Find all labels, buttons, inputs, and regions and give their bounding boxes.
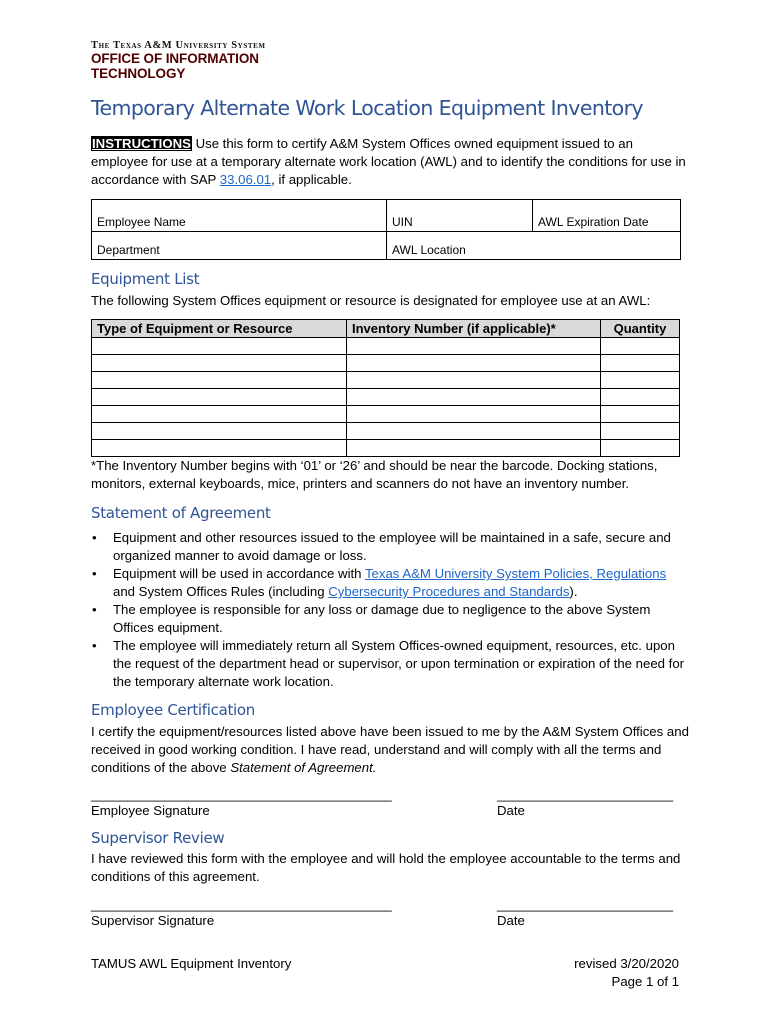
agreement-heading: Statement of Agreement <box>91 504 271 522</box>
equipment-table <box>91 319 680 457</box>
table-row <box>92 423 680 440</box>
quantity-cell[interactable] <box>601 423 680 440</box>
type-cell[interactable] <box>92 355 347 372</box>
employee-signature-line[interactable]: _________________________________________ <box>91 787 392 802</box>
instructions-paragraph <box>91 135 691 189</box>
list-item <box>91 529 691 565</box>
column-header-type: Type of Equipment or Resource <box>92 320 347 338</box>
type-cell[interactable] <box>92 423 347 440</box>
employee-signature-label: Employee Signature <box>91 803 210 818</box>
list-item <box>91 601 691 637</box>
agreement-item-4: The employee will immediately return all System Offices-owned equipment, resources, etc. upon the request of the department head or supervisor, or upon termination or expiration of the need for the temporary alternate work location. <box>113 638 685 689</box>
department-label: Department <box>97 243 160 257</box>
awl-expiration-field[interactable] <box>533 200 681 232</box>
office-line-1: OFFICE OF INFORMATION <box>91 51 259 66</box>
inventory-cell[interactable] <box>347 338 601 355</box>
agreement-list <box>91 529 691 691</box>
quantity-cell[interactable] <box>601 389 680 406</box>
supervisor-heading: Supervisor Review <box>91 829 225 847</box>
bullet-icon: • <box>92 530 97 545</box>
sap-link[interactable]: 33.06.01 <box>219 172 272 187</box>
page-title: Temporary Alternate Work Location Equipment Inventory <box>91 96 643 120</box>
inventory-cell[interactable] <box>347 389 601 406</box>
table-row <box>92 389 680 406</box>
revised-date: revised 3/20/2020 <box>574 956 679 971</box>
agreement-item-2-text-3: ). <box>569 584 578 599</box>
supervisor-date-label: Date <box>497 913 525 928</box>
table-row <box>92 355 680 372</box>
type-cell[interactable] <box>92 406 347 423</box>
uin-field[interactable] <box>387 200 533 232</box>
inventory-cell[interactable] <box>347 406 601 423</box>
employee-name-label: Employee Name <box>97 215 186 229</box>
employee-info-table <box>91 199 681 260</box>
awl-expiration-label: AWL Expiration Date <box>538 215 649 229</box>
certification-heading: Employee Certification <box>91 701 255 719</box>
supervisor-text: I have reviewed this form with the employee and will hold the employee accountable to the terms and conditions of this agreement. <box>91 851 681 884</box>
inventory-cell[interactable] <box>347 440 601 457</box>
system-name-logo: The Texas A&M University System <box>91 40 266 51</box>
agreement-item-3: The employee is responsible for any loss or damage due to negligence to the above System Offices equipment. <box>113 602 651 635</box>
awl-location-field[interactable] <box>387 232 681 260</box>
inventory-cell[interactable] <box>347 372 601 389</box>
instructions-label: INSTRUCTIONS <box>92 136 191 151</box>
bullet-icon: • <box>92 638 97 653</box>
supervisor-signature-line[interactable]: _________________________________________ <box>91 897 392 912</box>
list-item <box>91 565 691 601</box>
inventory-footnote: *The Inventory Number begins with ‘01’ or ‘26’ and should be near the barcode. Docking stations, monitors, external keyboards, mice, printers and scanners do not have an inventory number. <box>91 458 658 491</box>
instructions-text-2: , if applicable. <box>271 172 352 187</box>
department-field[interactable] <box>92 232 387 260</box>
employee-date-label: Date <box>497 803 525 818</box>
type-cell[interactable] <box>92 372 347 389</box>
footer-revised <box>574 955 679 991</box>
employee-date-line[interactable]: ________________________ <box>497 787 674 802</box>
office-logo <box>91 52 259 81</box>
table-row <box>92 440 680 457</box>
awl-location-label: AWL Location <box>392 243 466 257</box>
column-header-quantity: Quantity <box>601 320 680 338</box>
bullet-icon: • <box>92 566 97 581</box>
table-row <box>92 372 680 389</box>
equipment-table-header <box>92 320 680 338</box>
type-cell[interactable] <box>92 389 347 406</box>
employee-name-field[interactable] <box>92 200 387 232</box>
supervisor-date-line[interactable]: ________________________ <box>497 897 674 912</box>
table-row <box>92 338 680 355</box>
office-line-2: TECHNOLOGY <box>91 65 186 81</box>
instructions-text-1: Use this form to certify A&M System Offices owned equipment issued to an employee for use at a temporary alternate work location (AWL) and to identify the conditions for use in accordance with SAP <box>91 136 686 187</box>
equipment-heading: Equipment List <box>91 270 200 288</box>
footer-title: TAMUS AWL Equipment Inventory <box>91 956 292 971</box>
bullet-icon: • <box>92 602 97 617</box>
uin-label: UIN <box>392 215 413 229</box>
certification-text-body: I certify the equipment/resources listed above have been issued to me by the A&M System Offices and received in good working condition. I have read, understand and will comply with all the terms and conditions of the above <box>91 724 689 775</box>
quantity-cell[interactable] <box>601 355 680 372</box>
certification-text <box>91 723 691 777</box>
quantity-cell[interactable] <box>601 338 680 355</box>
agreement-item-1: Equipment and other resources issued to the employee will be maintained in a safe, secure and organized manner to avoid damage or loss. <box>113 530 671 563</box>
supervisor-signature-label: Supervisor Signature <box>91 913 215 928</box>
type-cell[interactable] <box>92 440 347 457</box>
table-row <box>92 406 680 423</box>
page-number: Page 1 of 1 <box>611 974 679 989</box>
inventory-cell[interactable] <box>347 423 601 440</box>
quantity-cell[interactable] <box>601 372 680 389</box>
cybersecurity-link[interactable]: Cybersecurity Procedures and Standards <box>328 584 570 599</box>
inventory-cell[interactable] <box>347 355 601 372</box>
agreement-item-2-text-1: Equipment will be used in accordance with <box>113 566 365 581</box>
column-header-inventory: Inventory Number (if applicable)* <box>347 320 601 338</box>
equipment-intro: The following System Offices equipment or resource is designated for employee use at an AWL: <box>91 293 651 308</box>
system-policies-link[interactable]: Texas A&M University System Policies, Regulations <box>364 566 667 581</box>
certification-text-italic: Statement of Agreement. <box>230 760 377 775</box>
list-item <box>91 637 691 691</box>
quantity-cell[interactable] <box>601 440 680 457</box>
agreement-item-2-text-2: and System Offices Rules (including <box>113 584 329 599</box>
quantity-cell[interactable] <box>601 406 680 423</box>
type-cell[interactable] <box>92 338 347 355</box>
